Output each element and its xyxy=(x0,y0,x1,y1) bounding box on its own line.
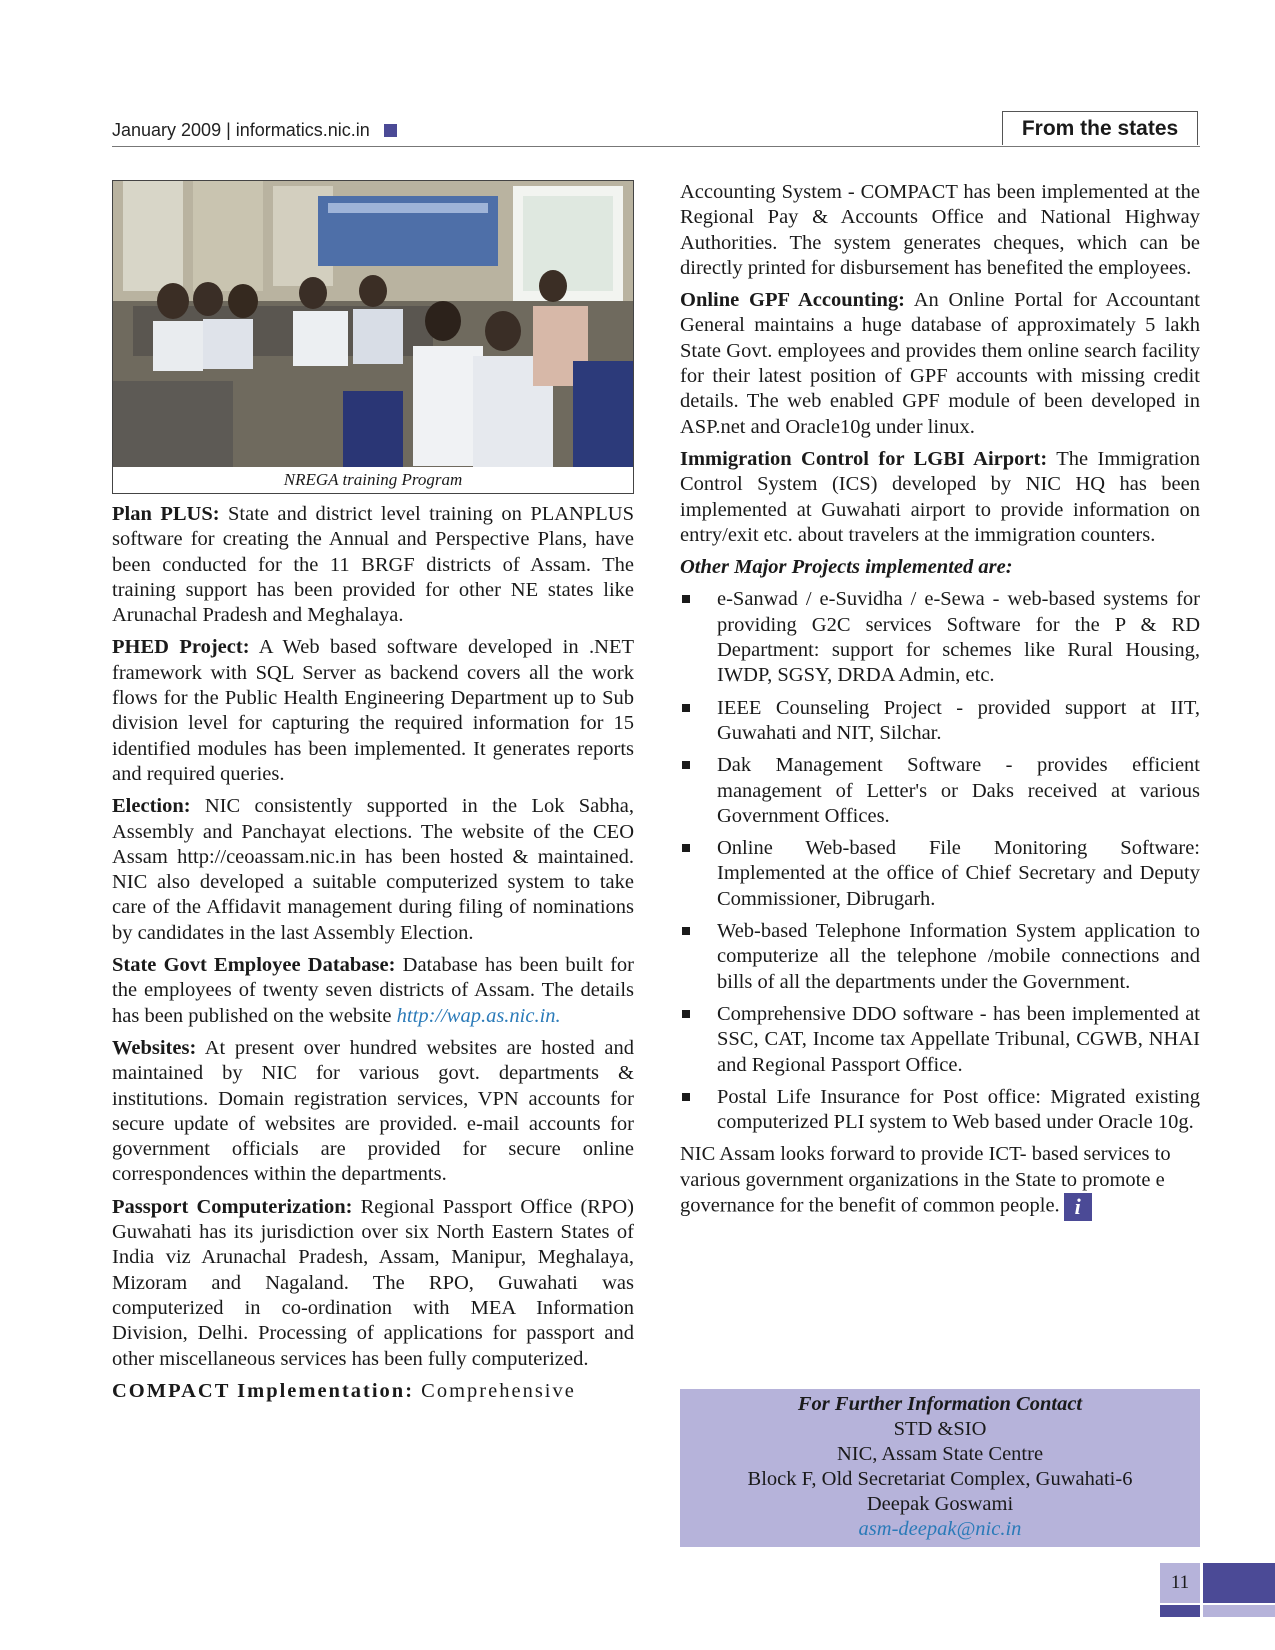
paragraph-phed xyxy=(112,635,634,787)
paragraph-text: A Web based software developed in .NET framework with SQL Server as backend covers all the work flows for the Public Health Engineering Department up to Sub division level for capturing the required information for 15 identified modules has been implemented. It generates reports and required queries. xyxy=(112,636,634,785)
list-item: IEEE Counseling Project - provided support at IIT, Guwahati and NIT, Silchar. xyxy=(680,696,1200,747)
contact-title: For Further Information Contact xyxy=(797,1393,1083,1415)
contact-box xyxy=(680,1389,1200,1547)
paragraph-plan-plus xyxy=(112,502,634,628)
page-number: 11 xyxy=(1160,1563,1200,1603)
contact-line: Block F, Old Secretariat Complex, Guwahati-6 xyxy=(747,1468,1133,1490)
page-bar-decoration xyxy=(1203,1563,1275,1603)
paragraph-heading: Online GPF Accounting: xyxy=(680,289,906,312)
header-rule xyxy=(112,146,1200,147)
paragraph-text: Database has been built for the employees of twenty seven districts of Assam. The details has been published on the website xyxy=(112,954,634,1027)
paragraph-closing xyxy=(680,1142,1200,1221)
training-photo xyxy=(113,181,633,467)
contact-email-link[interactable]: asm-deepak@nic.in xyxy=(858,1518,1022,1540)
projects-list xyxy=(680,587,1200,1135)
website-link[interactable]: http://wap.as.nic.in. xyxy=(396,1004,561,1027)
paragraph-immigration xyxy=(680,447,1200,548)
contact-line: NIC, Assam State Centre xyxy=(836,1443,1044,1465)
contact-line: STD &SIO xyxy=(893,1418,987,1440)
list-item: Postal Life Insurance for Post office: Migrated existing computerized PLI system to Web based under Oracle 10g. xyxy=(680,1085,1200,1136)
paragraph-compact xyxy=(112,1379,634,1404)
paragraph-heading: PHED Project: xyxy=(112,636,250,659)
list-item: Web-based Telephone Information System application to computerize all the telephone /mobile connections and bills of all the departments under the Government. xyxy=(680,919,1200,995)
paragraph-text: Regional Passport Office (RPO) Guwahati has its jurisdiction over six North Eastern States of India viz Arunachal Pradesh, Assam, Manipur, Meghalaya, Mizoram and Nagaland. The RPO, Guwahati was computerized in co-ordination with MEA Information Division, Delhi. Processing of applications for passport and other miscellaneous services has been fully computerized. xyxy=(112,1195,634,1370)
list-item: Online Web-based File Monitoring Software: Implemented at the office of Chief Secretary and Deputy Commissioner, Dibrugarh. xyxy=(680,836,1200,912)
paragraph-websites xyxy=(112,1036,634,1188)
page-bar-decoration xyxy=(1160,1605,1200,1617)
paragraph-passport xyxy=(112,1195,634,1372)
paragraph-heading: Plan PLUS: xyxy=(112,503,220,525)
header-issue-text: January 2009 | informatics.nic.in xyxy=(112,120,370,140)
paragraph-election xyxy=(112,794,634,946)
paragraph-text: State and district level training on PLANPLUS software for creating the Annual and Perspective Plans, have been conducted for the 11 BRGF districts of Assam. The training support has been provided for other NE states like Arunachal Pradesh and Meghalaya. xyxy=(112,503,634,627)
paragraph-heading: Election: xyxy=(112,795,191,818)
contact-line: Deepak Goswami xyxy=(866,1493,1014,1515)
paragraph-text: NIC consistently supported in the Lok Sabha, Assembly and Panchayat elections. The website of the CEO Assam http://ceoassam.nic.in has been hosted & maintained. NIC also developed a suitable computerized system to take care of the Affidavit management during filing of nominations by candidates in the last Assembly Election. xyxy=(112,795,634,944)
paragraph-heading: State Govt Employee Database: xyxy=(112,954,396,977)
paragraph-heading: Immigration Control for LGBI Airport: xyxy=(680,447,1048,470)
info-icon: i xyxy=(1064,1193,1092,1221)
paragraph-text: An Online Portal for Accountant General maintains a huge database of approximately 5 lakh State Govt. employees and provides them online search facility for their latest position of GPF accounts with missing credit details. The web enabled GPF module of been developed in ASP.net and Oracle10g under linux. xyxy=(680,289,1201,438)
page-bar-decoration xyxy=(1203,1605,1275,1617)
section-label: From the states xyxy=(1002,111,1198,145)
list-item: e-Sanwad / e-Suvidha / e-Sewa - web-based systems for providing G2C services Software for the P & RD Department: support for schemes like Rural Housing, IWDP, SGSY, DRDA Admin, etc. xyxy=(680,587,1200,688)
photo-frame xyxy=(112,180,634,494)
other-projects-heading: Other Major Projects implemented are: xyxy=(680,556,1013,579)
paragraph-compact-continued: Accounting System - COMPACT has been implemented at the Regional Pay & Accounts Office and National Highway Authorities. The system generates cheques, which can be directly printed for disbursement has benefited the employees. xyxy=(680,181,1200,279)
paragraph-heading: Passport Computerization: xyxy=(112,1195,353,1218)
right-column xyxy=(680,180,1200,1228)
paragraph-text: At present over hundred websites are hosted and maintained by NIC for various govt. departments & institutions. Domain registration services, VPN accounts for secure update of websites are provided. e-mail accounts for government officials are provided for secure online correspondences within the departments. xyxy=(112,1036,634,1186)
header-square-icon xyxy=(384,124,397,137)
paragraph-heading: COMPACT Implementation: xyxy=(112,1379,415,1402)
photo-caption: NREGA training Program xyxy=(283,470,463,489)
list-item: Dak Management Software - provides efficient management of Letter's or Daks received at various Government Offices. xyxy=(680,753,1200,829)
header-issue xyxy=(112,120,397,141)
paragraph-employee-database xyxy=(112,953,634,1029)
paragraph-gpf xyxy=(680,288,1200,440)
paragraph-text: The Immigration Control System (ICS) developed by NIC HQ has been implemented at Guwahati airport to provide information on entry/exit etc. about travelers at the immigration counters. xyxy=(680,447,1200,546)
paragraph-heading: Websites: xyxy=(112,1036,197,1059)
paragraph-text: Comprehensive xyxy=(414,1379,576,1402)
left-column xyxy=(112,502,634,1411)
closing-text: NIC Assam looks forward to provide ICT- based services to various government organizations in the State to promote e governance for the benefit of common people. xyxy=(680,1143,1171,1217)
list-item: Comprehensive DDO software - has been implemented at SSC, CAT, Income tax Appellate Tribunal, CGWB, NHAI and Regional Passport Office. xyxy=(680,1002,1200,1078)
